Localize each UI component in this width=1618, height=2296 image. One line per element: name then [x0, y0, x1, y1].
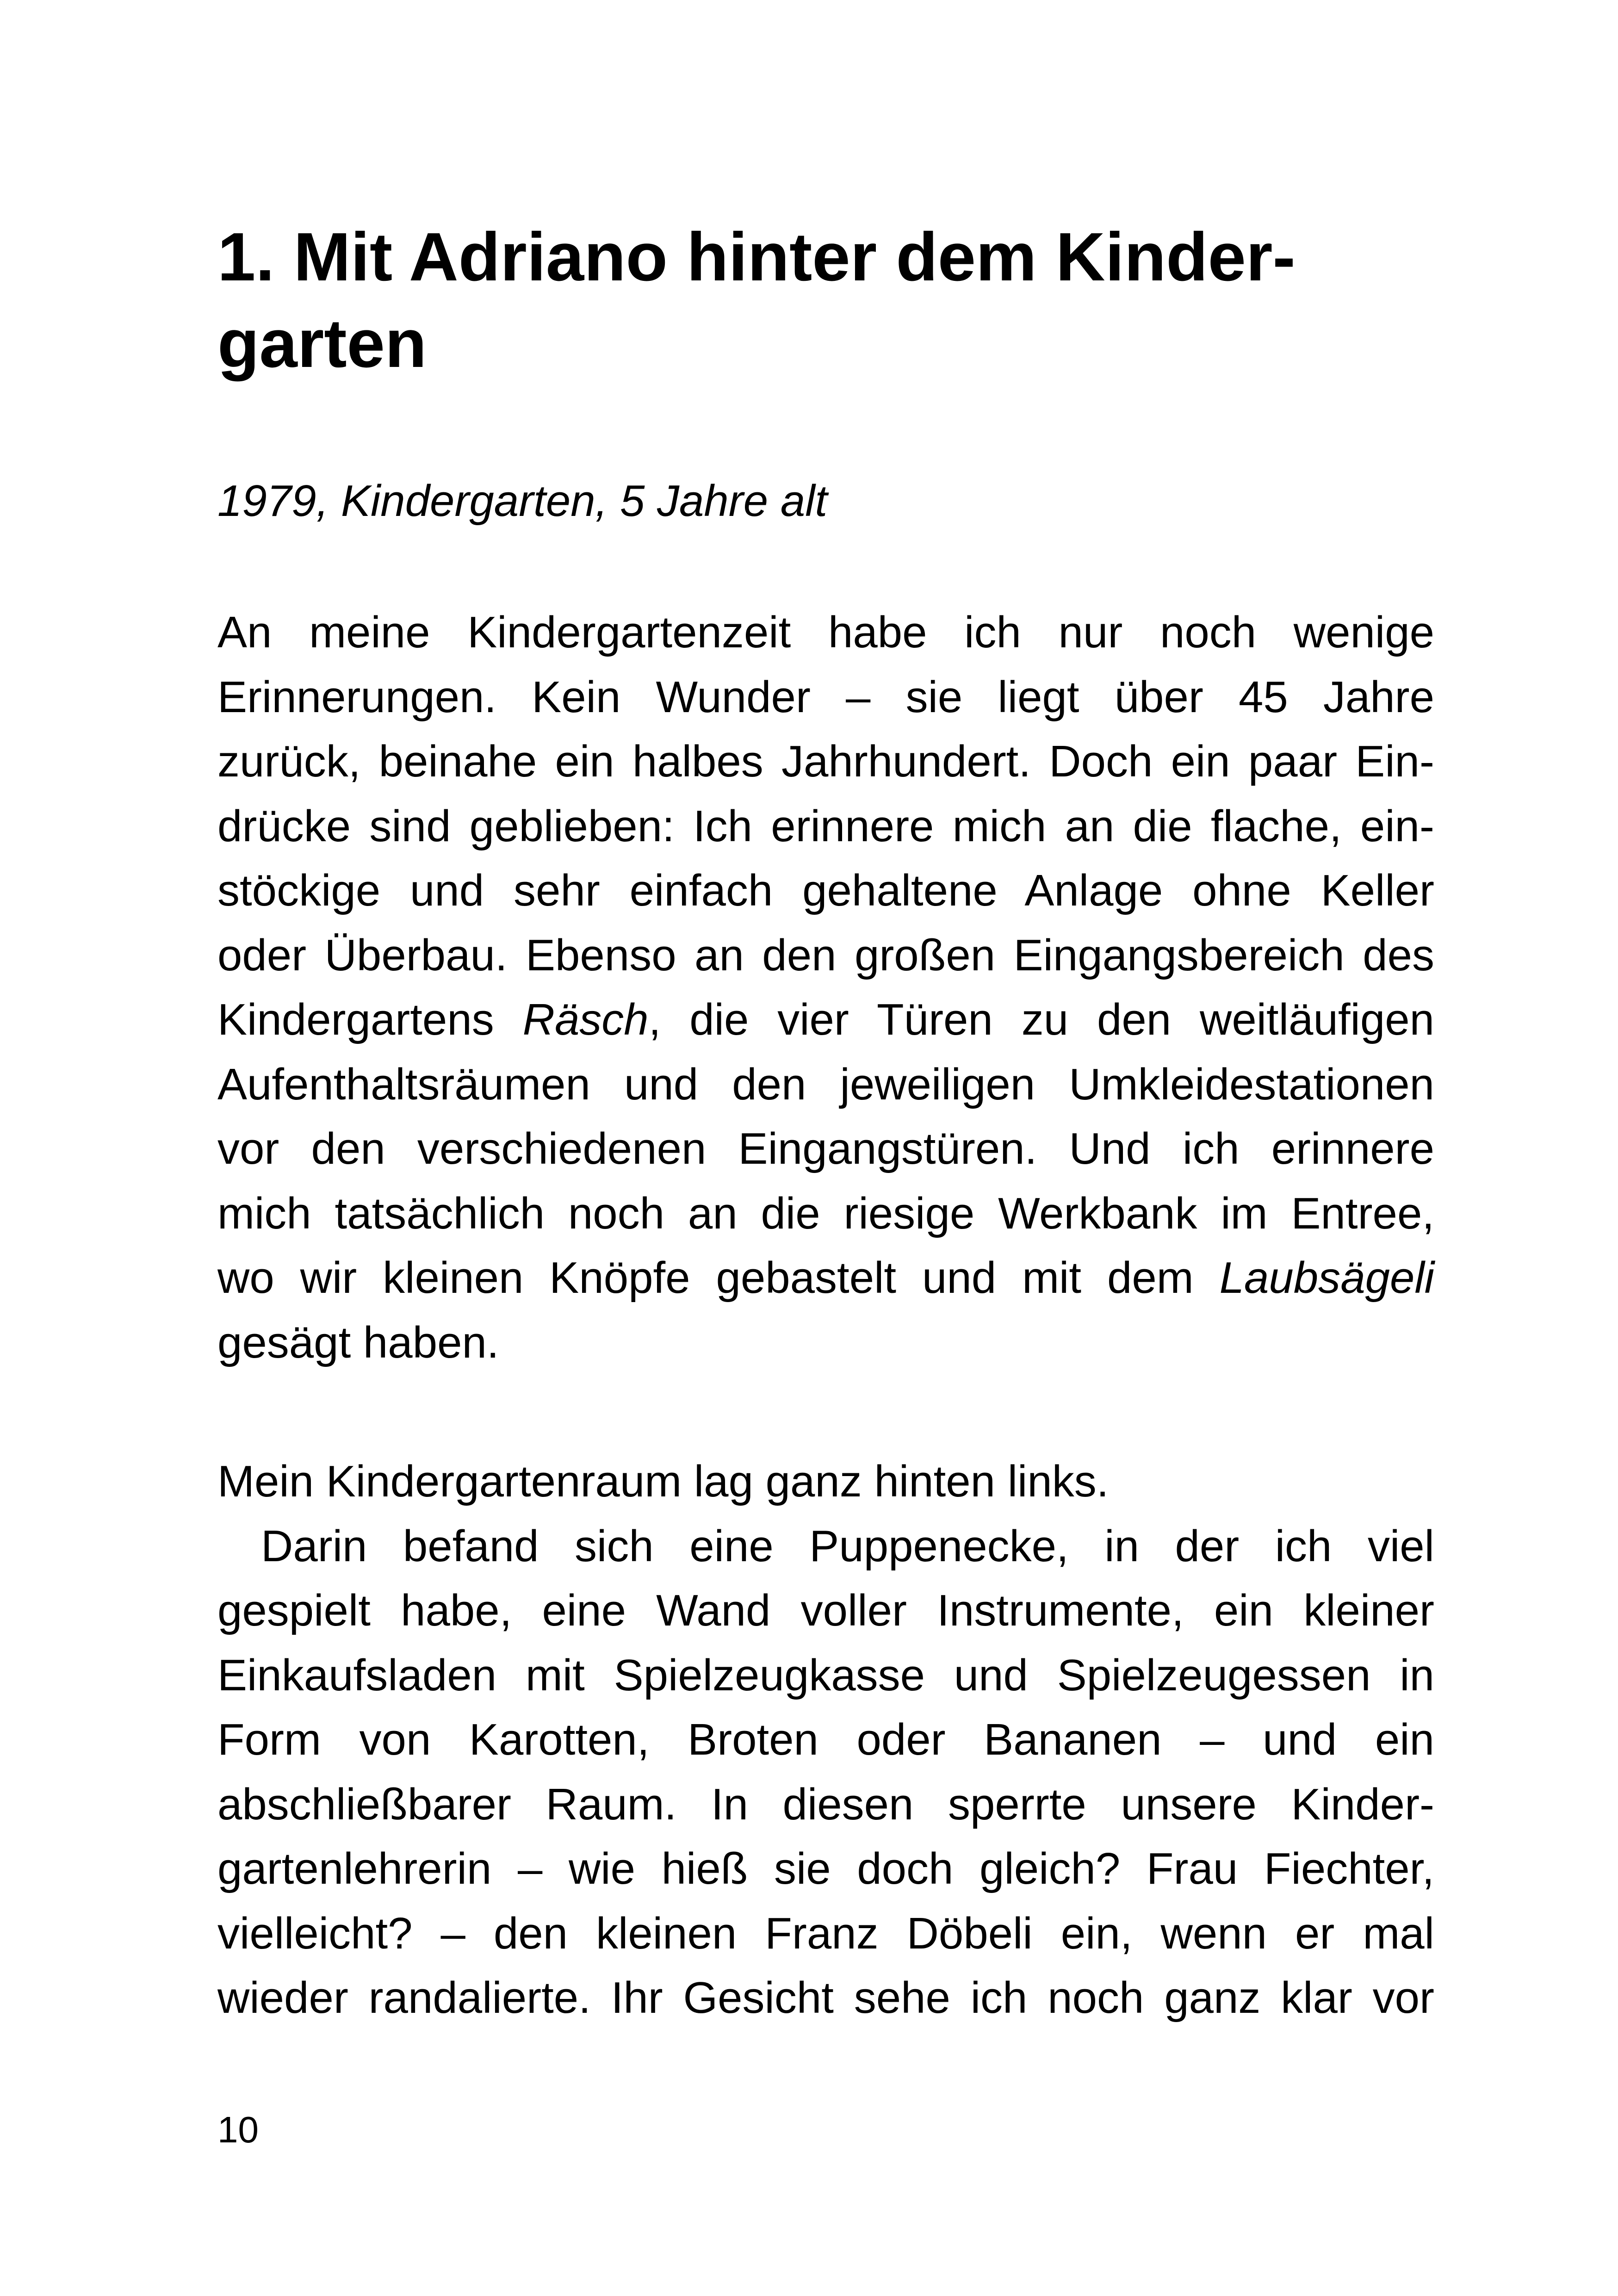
text-line: vor den verschiedenen Eingangstüren. Und ich erinnere: [217, 1124, 1434, 1173]
page-number: 10: [217, 2109, 259, 2150]
paragraph-1: [217, 600, 1434, 1375]
text-line: mich tatsächlich noch an die riesige Werkbank im Entree,: [217, 1188, 1434, 1238]
paragraph-2: [217, 1449, 1434, 2030]
chapter-title: [217, 214, 1467, 387]
text-line: Form von Karotten, Broten oder Bananen – und ein: [217, 1715, 1434, 1764]
text-run: Kindergartens: [217, 995, 523, 1044]
italic-word: Laubsägeli: [1219, 1253, 1434, 1303]
text-line: [217, 1246, 1434, 1310]
text-line: wieder randalierte. Ihr Gesicht sehe ich noch ganz klar vor: [217, 1973, 1434, 2023]
text-line: Aufenthaltsräumen und den jeweiligen Umkleidestationen: [217, 1059, 1434, 1109]
text-line: Erinnerungen. Kein Wunder – sie liegt über 45 Jahre: [217, 672, 1434, 722]
chapter-title-line: garten: [217, 305, 427, 382]
text-line: gesägt haben.: [217, 1317, 499, 1367]
text-line: zurück, beinahe ein halbes Jahrhundert. Doch ein paar Ein-: [217, 737, 1434, 786]
text-line: [217, 987, 1434, 1052]
chapter-subtitle: 1979, Kindergarten, 5 Jahre alt: [217, 476, 828, 526]
text-line: abschließbarer Raum. In diesen sperrte unsere Kinder-: [217, 1779, 1434, 1829]
text-line: An meine Kindergartenzeit habe ich nur noch wenige: [217, 608, 1434, 657]
text-line: Darin befand sich eine Puppenecke, in der ich viel: [261, 1521, 1434, 1571]
chapter-title-line: 1. Mit Adriano hinter dem Kinder-: [217, 219, 1296, 295]
italic-word: Räsch: [522, 995, 649, 1044]
text-run: wo wir kleinen Knöpfe gebastelt und mit dem: [217, 1253, 1220, 1303]
text-line: Einkaufsladen mit Spielzeugkasse und Spielzeugessen in: [217, 1650, 1434, 1700]
text-line: vielleicht? – den kleinen Franz Döbeli ein, wenn er mal: [217, 1908, 1434, 1958]
text-line: Mein Kindergartenraum lag ganz hinten links.: [217, 1457, 1109, 1506]
text-line: gartenlehrerin – wie hieß sie doch gleich? Frau Fiechter,: [217, 1844, 1434, 1893]
text-line: drücke sind geblieben: Ich erinnere mich an die flache, ein-: [217, 801, 1434, 851]
text-line: oder Überbau. Ebenso an den großen Eingangsbereich des: [217, 930, 1434, 980]
text-line: gespielt habe, eine Wand voller Instrumente, ein kleiner: [217, 1586, 1434, 1635]
text-run: , die vier Türen zu den weitläufigen: [648, 995, 1435, 1044]
text-line: stöckige und sehr einfach gehaltene Anlage ohne Keller: [217, 866, 1434, 915]
